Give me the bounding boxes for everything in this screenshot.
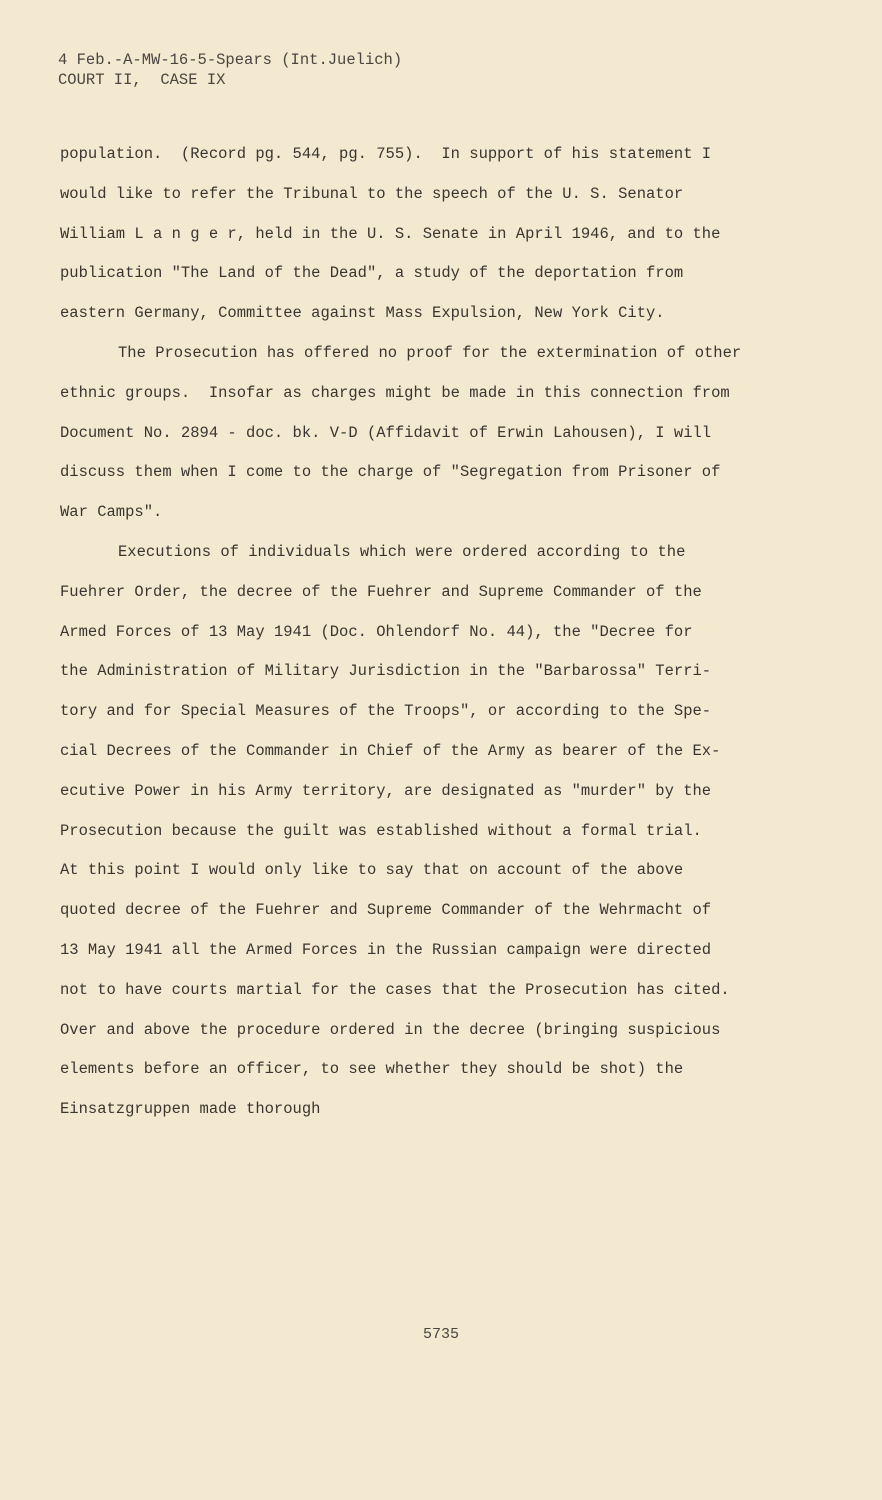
text-line: Prosecution because the guilt was established without a formal trial. [60,821,702,840]
text-line: cial Decrees of the Commander in Chief of the Army as bearer of the Ex- [60,741,721,760]
text-line: would like to refer the Tribunal to the speech of the U. S. Senator [60,184,684,203]
text-line: ethnic groups. Insofar as charges might be made in this connection from [60,383,730,402]
header-line-2: COURT II, CASE IX [58,71,226,89]
text-line: Einsatzgruppen made thorough [60,1100,321,1119]
text-line: 13 May 1941 all the Armed Forces in the Russian campaign were directed [60,940,712,959]
text-line: population. (Record pg. 544, pg. 755). In support of his statement I [60,145,712,163]
text-line: Armed Forces of 13 May 1941 (Doc. Ohlendorf No. 44), the "Decree for [60,622,693,641]
body-text [60,140,780,1135]
text-line: Fuehrer Order, the decree of the Fuehrer and Supreme Commander of the [60,582,702,601]
text-line: elements before an officer, to see whether they should be shot) the [60,1060,684,1079]
text-line: War Camps". [60,503,163,522]
text-line: publication "The Land of the Dead", a study of the deportation from [60,264,684,283]
page-number: 5735 [422,1326,459,1343]
text-line: not to have courts martial for the cases that the Prosecution has cited. [60,980,730,999]
paragraph-start-line: Executions of individuals which were ordered according to the [118,542,686,561]
text-line: At this point I would only like to say that on account of the above [60,861,684,880]
text-line: Document No. 2894 - doc. bk. V-D (Affidavit of Erwin Lahousen), I will [60,423,712,442]
text-line: ecutive Power in his Army territory, are designated as "murder" by the [60,781,712,800]
page-header [58,50,402,90]
text-line: discuss them when I come to the charge of "Segregation from Prisoner of [60,463,721,482]
text-line: the Administration of Military Jurisdiction in the "Barbarossa" Terri- [60,662,712,681]
text-line: eastern Germany, Committee against Mass Expulsion, New York City. [60,304,665,323]
text-line: quoted decree of the Fuehrer and Supreme Commander of the Wehrmacht of [60,901,712,920]
text-line: Over and above the procedure ordered in the decree (bringing suspicious [60,1020,721,1039]
paragraph-start-line: The Prosecution has offered no proof for the extermination of other [118,343,742,362]
text-line: tory and for Special Measures of the Troops", or according to the Spe- [60,702,712,721]
text-line: William L a n g e r, held in the U. S. Senate in April 1946, and to the [60,224,721,243]
header-line-1: 4 Feb.-A-MW-16-5-Spears (Int.Juelich) [58,51,403,69]
